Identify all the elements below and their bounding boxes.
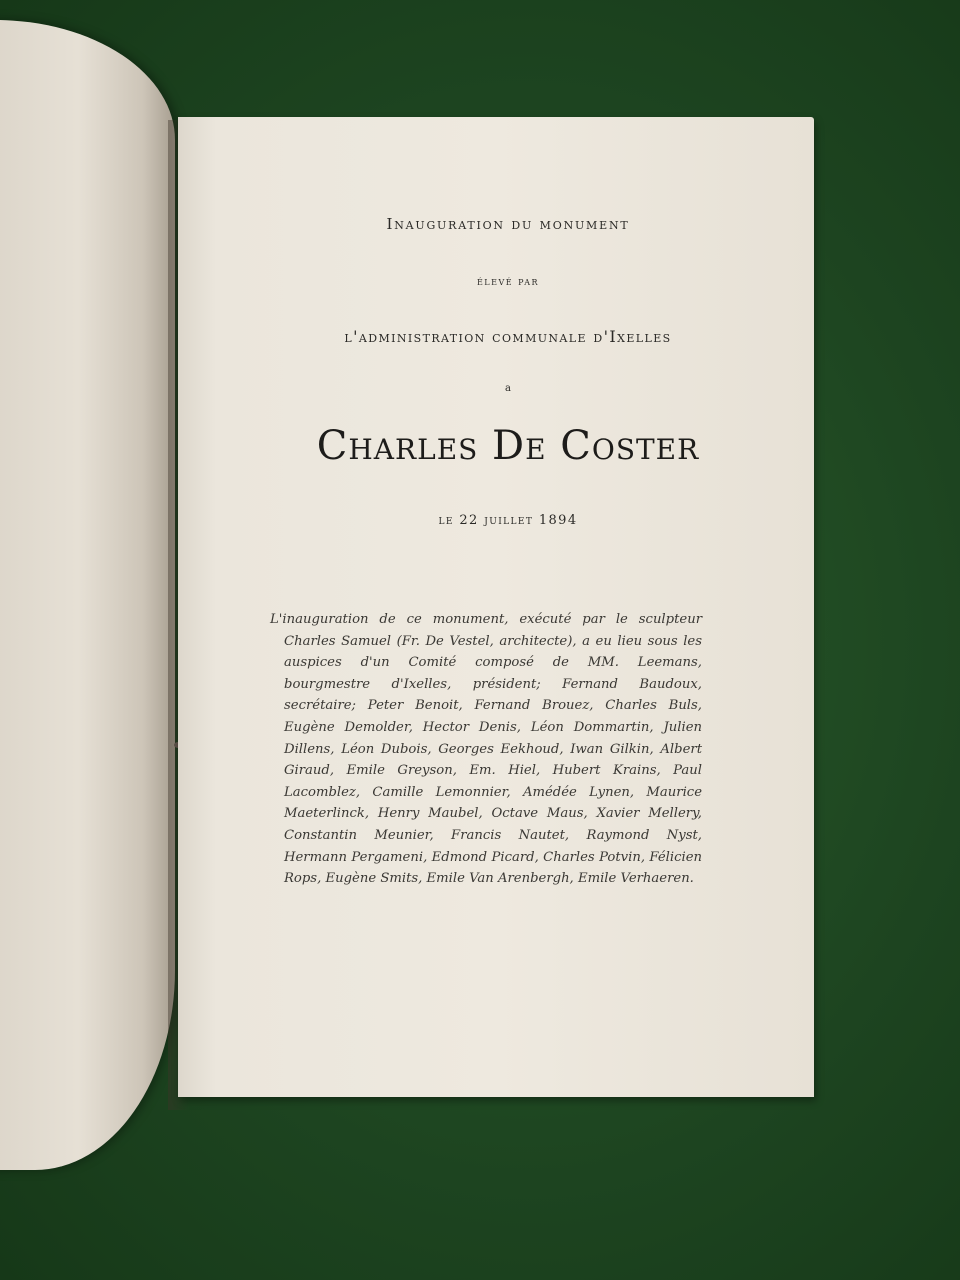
event-date: le 22 juillet 1894 bbox=[438, 513, 578, 528]
page-content bbox=[178, 117, 814, 1097]
left-page bbox=[0, 20, 175, 1170]
heading-administration: l'administration communale d'Ixelles bbox=[344, 327, 672, 346]
heading-eleve-par: élevé par bbox=[476, 275, 540, 288]
heading-inauguration: Inauguration du monument bbox=[386, 215, 630, 233]
honoree-name: Charles De Coster bbox=[316, 423, 700, 469]
right-page bbox=[178, 117, 814, 1097]
heading-a: a bbox=[505, 383, 511, 394]
committee-paragraph: L'inauguration de ce monument, exécuté par le sculpteur Charles Samuel (Fr. De Vestel, architecte), a eu lieu sous les auspices d'un Comité composé de MM. Leemans, bourgmestre d'Ixelles, président; Fernand Baudoux, secrétaire; Peter Benoit, Fernand Brouez, Charles Buls, Eugène Demolder, Hector Denis, Léon Dommartin, Julien Dillens, Léon Dubois, Georges Eekhoud, Iwan Gilkin, Albert Giraud, Emile Greyson, Em. Hiel, Hubert Krains, Paul Lacomblez, Camille Lemonnier, Amédée Lynen, Maurice Maeterlinck, Henry Maubel, Octave Maus, Xavier Mellery, Constantin Meunier, Francis Nautet, Raymond Nyst, Hermann Pergameni, Edmond Picard, Charles Potvin, Félicien Rops, Eugène Smits, Emile Van Arenbergh, Emile Verhaeren. bbox=[270, 612, 702, 887]
